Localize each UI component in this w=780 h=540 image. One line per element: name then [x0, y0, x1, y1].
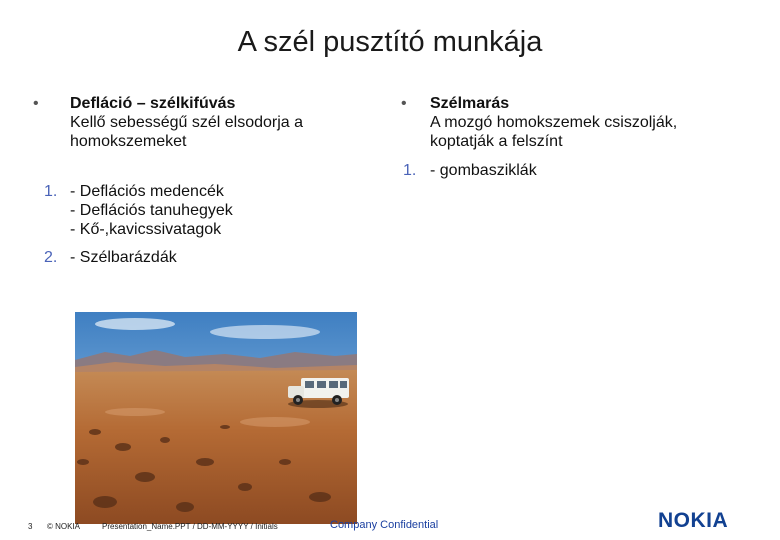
- left-list-item-2-line-1: - Szélbarázdák: [70, 249, 177, 266]
- confidential-label: Company Confidential: [330, 519, 439, 531]
- right-list-number-1: 1.: [403, 162, 417, 179]
- slide-title: A szél pusztító munkája: [237, 26, 543, 58]
- left-list-number-2: 2.: [44, 249, 58, 266]
- left-list-item-1-line-1: - Deflációs medencék: [70, 183, 224, 200]
- desert-landscape-icon: [75, 312, 357, 524]
- nokia-logo: [658, 508, 758, 535]
- right-heading: Szélmarás: [430, 95, 510, 112]
- right-text-line-1: A mozgó homokszemek csiszolják,: [430, 114, 678, 131]
- copyright: © NOKIA: [47, 522, 81, 531]
- left-list-item-1-line-3: - Kő-,kavicssivatagok: [70, 221, 222, 238]
- left-bullet-marker: •: [33, 95, 39, 112]
- left-list-item-1-line-2: - Deflációs tanuhegyek: [70, 202, 233, 219]
- right-list-item-1-line-1: - gombasziklák: [430, 162, 537, 179]
- left-heading: Defláció – szélkifúvás: [70, 95, 236, 112]
- desert-photo: [75, 312, 357, 524]
- left-list-number-1: 1.: [44, 183, 58, 200]
- left-text-line-1: Kellő sebességű szél elsodorja a: [70, 114, 304, 131]
- page-number: 3: [28, 522, 33, 531]
- svg-text:NOKIA: NOKIA: [658, 509, 729, 530]
- right-bullet-marker: •: [401, 95, 407, 112]
- nokia-logo-icon: [658, 508, 758, 530]
- file-info: Presentation_Name.PPT / DD-MM-YYYY / Initials: [102, 522, 278, 531]
- left-text-line-2: homokszemeket: [70, 133, 187, 150]
- right-text-line-2: koptatják a felszínt: [430, 133, 563, 150]
